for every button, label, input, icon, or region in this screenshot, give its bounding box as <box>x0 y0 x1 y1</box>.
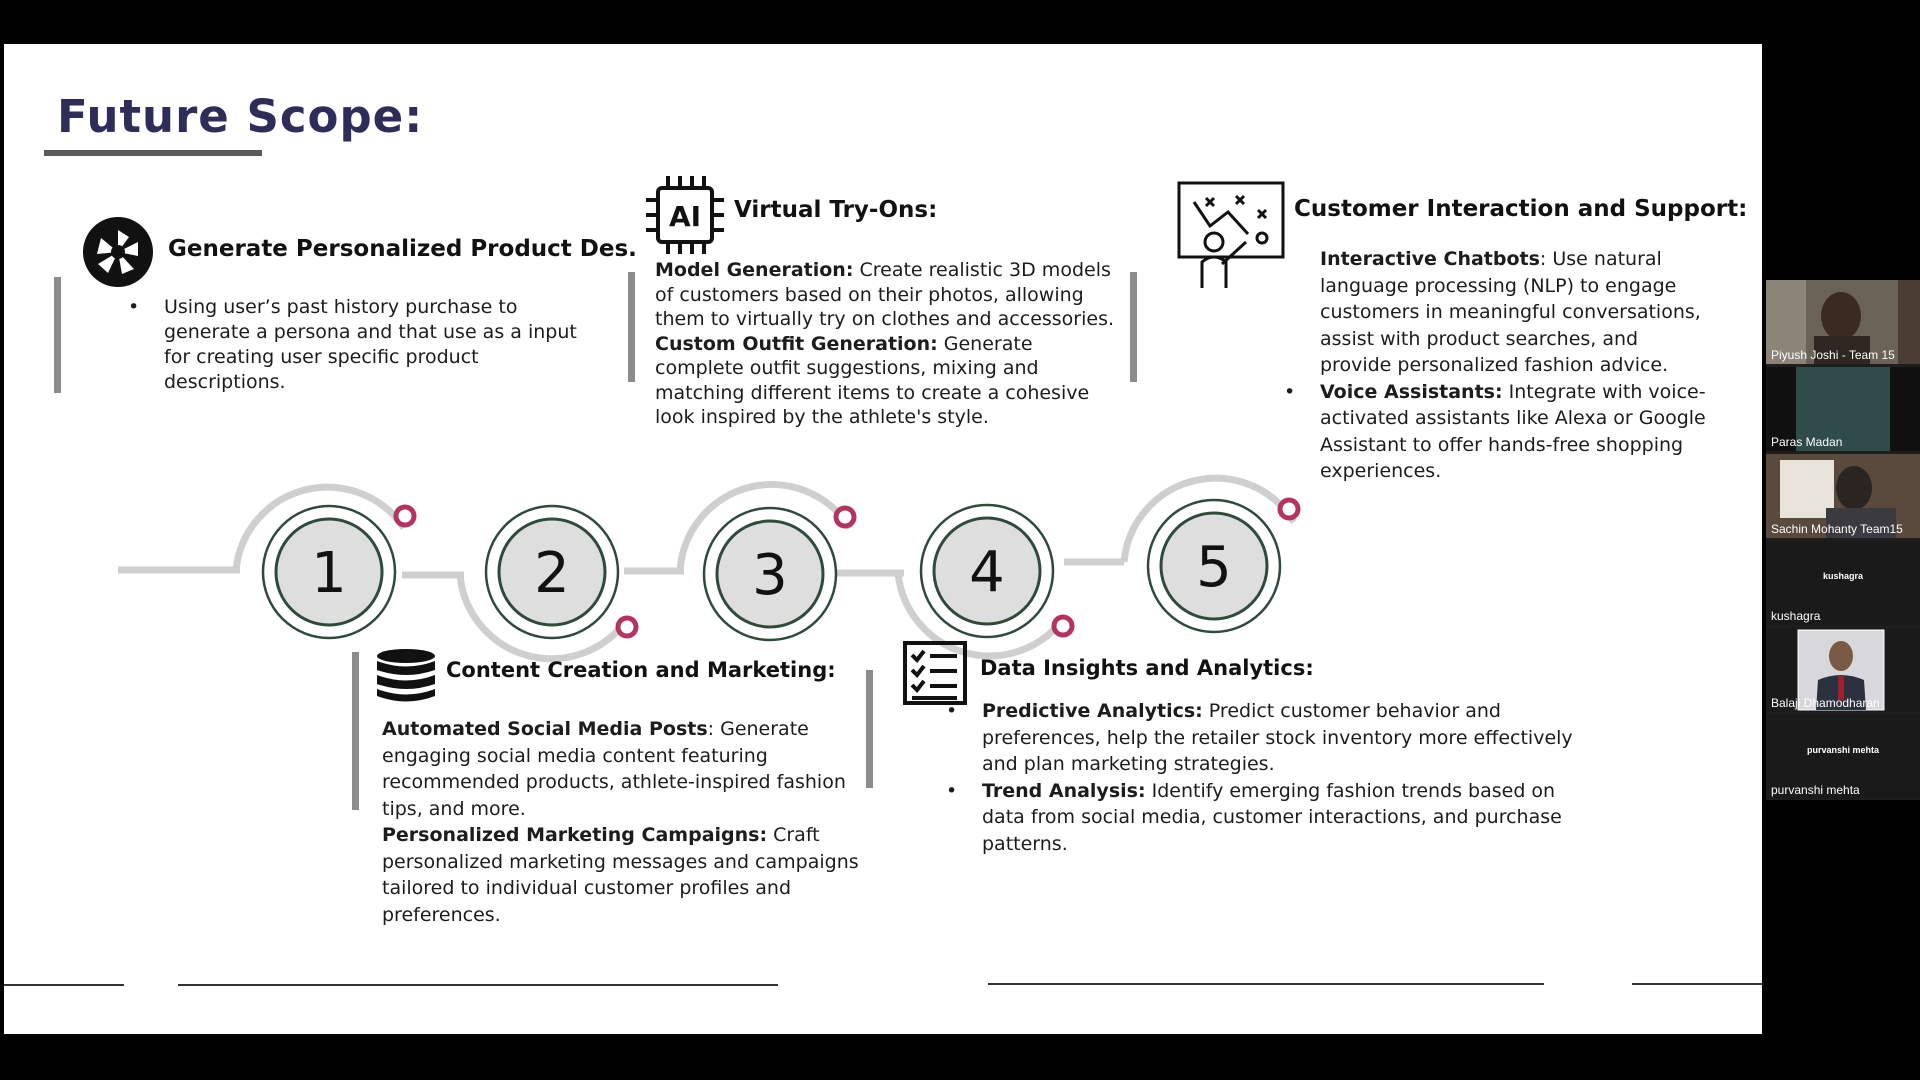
step-number: 5 <box>1196 535 1232 600</box>
participant-tile[interactable] <box>1766 367 1920 451</box>
footer-divider <box>988 983 1544 985</box>
timeline-step <box>1148 500 1280 632</box>
section-body-tryon <box>655 258 1120 430</box>
timeline-accent-dot <box>1054 617 1072 635</box>
participant-name: kushagra <box>1771 609 1821 623</box>
section-divider <box>352 652 359 810</box>
title-underline <box>44 150 262 156</box>
item-text: : Use natural language processing (NLP) to engage customers in meaningful conversations, assist with product searches, and provide personalized fashion advice. <box>1320 248 1701 376</box>
section-body-analytics <box>946 698 1586 857</box>
item-text: Integrate with voice-activated assistants like Alexa or Google Assistant to offer hands-free shopping experiences. <box>1320 380 1706 482</box>
section-divider <box>628 272 635 382</box>
participant-panel <box>1766 280 1920 800</box>
participant-tile[interactable] <box>1766 454 1920 538</box>
timeline-accent-dot <box>396 507 414 525</box>
section-heading-analytics: Data Insights and Analytics: <box>980 656 1314 680</box>
item-text: Predict customer behavior and preferences, help the retailer stock inventory more effectively and plan marketing strategies. <box>982 700 1573 775</box>
section-heading-content: Content Creation and Marketing: <box>446 658 836 682</box>
item-text: Generate complete outfit suggestions, mixing and matching different items to create a cohesive look inspired by the athlete's style. <box>655 332 1090 428</box>
timeline-accent-dot <box>836 508 854 526</box>
ai-chip-label: AI <box>668 200 702 233</box>
section-body-personalized <box>128 295 588 395</box>
participant-tile[interactable] <box>1766 715 1920 799</box>
step-number: 2 <box>534 541 570 606</box>
timeline-graphic <box>4 444 1354 684</box>
timeline-accent-dot <box>1280 500 1298 518</box>
slide-title: Future Scope: <box>57 90 424 143</box>
participant-tile[interactable] <box>1766 280 1920 364</box>
item-label: Automated Social Media Posts <box>382 718 708 740</box>
database-icon <box>376 648 436 704</box>
footer-divider <box>178 984 778 986</box>
participant-name: purvanshi mehta <box>1771 783 1860 797</box>
list-item: • Voice Assistants: Integrate with voice-activated assistants like Alexa or Google Assistant to offer hands-free shopping experiences. <box>1284 380 1706 482</box>
item-text: Create realistic 3D models of customers based on their photos, allowing them to virtually try on clothes and accessories. <box>655 259 1115 330</box>
list-item <box>382 822 860 928</box>
participant-name: Paras Madan <box>1771 435 1843 449</box>
list-item <box>655 332 1120 430</box>
step-number: 1 <box>311 541 347 606</box>
item-label: Voice Assistants: <box>1320 380 1503 403</box>
section-divider <box>54 277 61 393</box>
participant-name: Sachin Mohanty Team15 <box>1771 522 1903 536</box>
item-label: Predictive Analytics: <box>982 700 1203 722</box>
timeline-step <box>486 506 618 638</box>
step-number: 4 <box>969 540 1005 605</box>
aperture-icon <box>82 216 154 288</box>
item-label: Interactive Chatbots <box>1320 248 1540 270</box>
item-label: Trend Analysis: <box>982 779 1146 802</box>
participant-name: Balaji Dhamodharan <box>1771 696 1880 710</box>
item-text: Identify emerging fashion trends based on data from social media, customer interactions, and purchase patterns. <box>982 779 1562 855</box>
section-heading-personalized: Generate Personalized Product Des. <box>168 236 637 262</box>
participant-name: Piyush Joshi - Team 15 <box>1771 348 1895 362</box>
participant-avatar-label: kushagra <box>1822 571 1864 581</box>
step-number: 3 <box>752 543 788 608</box>
ai-chip-icon <box>644 174 726 256</box>
list-item <box>382 716 860 822</box>
participant-tile[interactable] <box>1766 628 1920 712</box>
section-heading-support: Customer Interaction and Support: <box>1294 196 1748 222</box>
item-label: Custom Outfit Generation: <box>655 332 938 355</box>
section-body-content <box>382 716 860 928</box>
section-heading-tryon: Virtual Try-Ons: <box>734 197 938 223</box>
timeline-step <box>704 508 836 640</box>
list-item <box>1284 246 1714 379</box>
participant-avatar-label: purvanshi mehta <box>1806 745 1880 755</box>
presentation-slide <box>4 44 1762 1034</box>
participant-tile[interactable] <box>1766 541 1920 625</box>
item-text: Craft personalized marketing messages and campaigns tailored to individual customer profiles and preferences. <box>382 824 859 926</box>
section-divider <box>866 670 873 788</box>
footer-divider <box>4 984 124 986</box>
timeline-step <box>263 506 395 638</box>
bullet-item: • Using user’s past history purchase to generate a persona and that use as a input for creating user specific product descriptions. <box>128 296 577 393</box>
section-divider <box>1130 272 1137 382</box>
list-item: • Predictive Analytics: Predict customer behavior and preferences, help the retailer stock inventory more effectively and plan marketing strategies. <box>946 700 1573 775</box>
bullet-text: Using user’s past history purchase to generate a persona and that use as a input for creating user specific product descriptions. <box>164 296 577 393</box>
list-item <box>655 258 1120 332</box>
presenter-strategy-icon <box>1176 180 1286 290</box>
item-text: : Generate engaging social media content featuring recommended products, athlete-inspired fashion tips, and more. <box>382 718 846 820</box>
checklist-icon <box>902 640 968 706</box>
footer-divider <box>1632 983 1762 985</box>
list-item: • Trend Analysis: Identify emerging fashion trends based on data from social media, customer interactions, and purchase patterns. <box>946 779 1562 855</box>
timeline-accent-dot <box>618 618 636 636</box>
item-label: Model Generation: <box>655 259 854 281</box>
item-label: Personalized Marketing Campaigns: <box>382 824 768 846</box>
timeline-step <box>921 505 1053 637</box>
